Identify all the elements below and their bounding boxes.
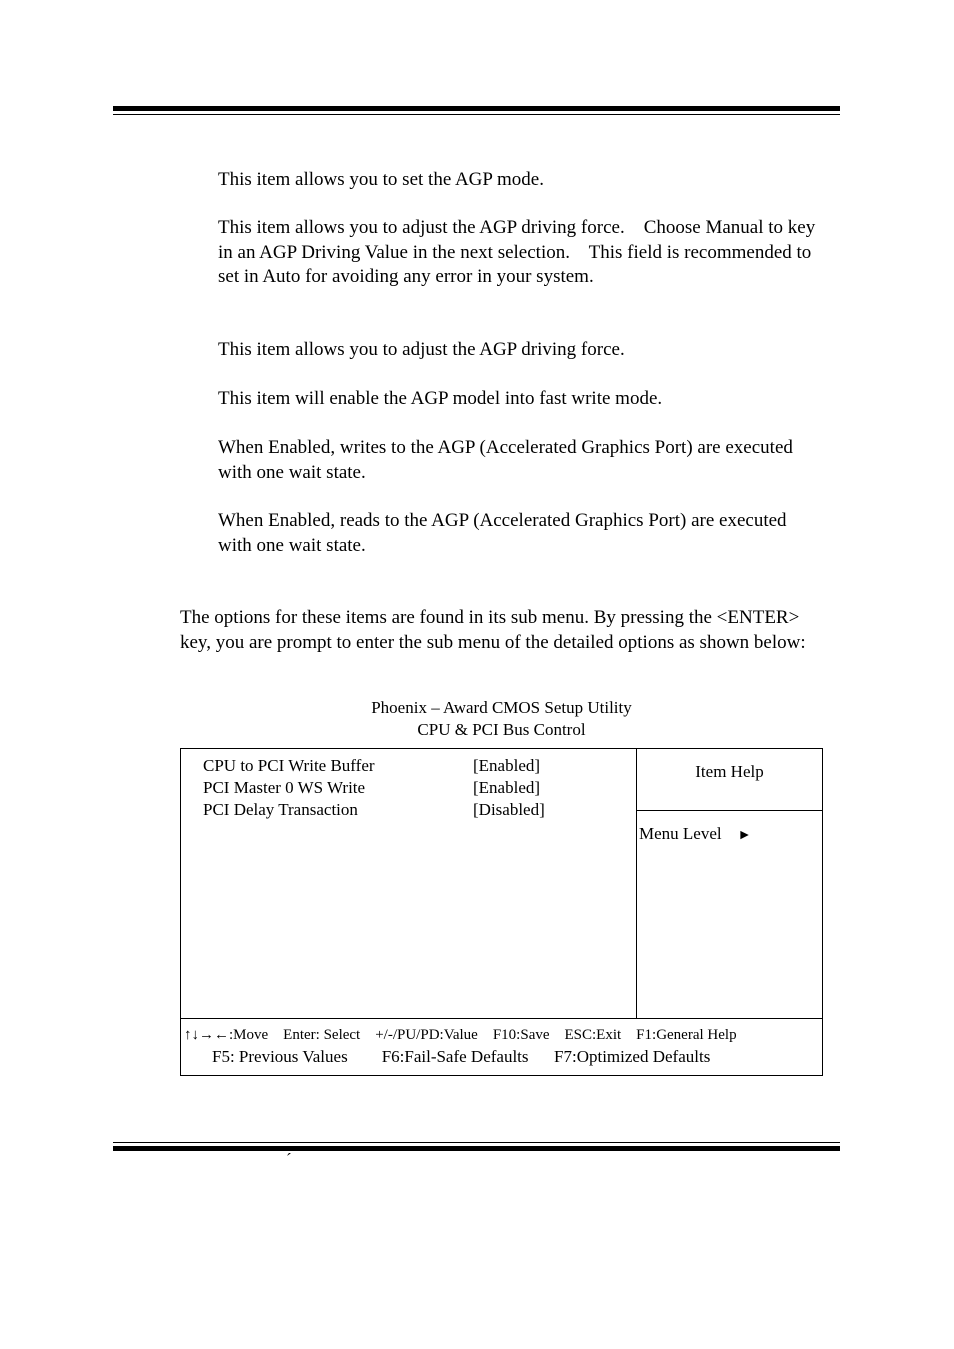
footer-rule-thick (113, 1146, 840, 1151)
item-help-title: Item Help (695, 762, 764, 781)
bios-item-name[interactable]: PCI Delay Transaction (203, 800, 358, 819)
footer-mark: ´ (286, 1150, 292, 1169)
right-triangle-icon: ► (737, 828, 752, 843)
agp-driving-value-description: This item allows you to adjust the AGP driving force. (218, 339, 625, 360)
function-keys-legend: F5: Previous Values F6:Fail-Safe Defaults F7:Optimized Defaults (212, 1047, 711, 1066)
keys-divider (181, 1018, 822, 1019)
help-divider (637, 810, 822, 811)
agp-mode-description: This item allows you to set the AGP mode. (218, 169, 544, 190)
bios-item-value[interactable]: [Disabled] (473, 800, 545, 819)
bios-setup-screen (180, 748, 823, 1076)
agp-fast-write-description: This item will enable the AGP model into fast write mode. (218, 388, 663, 409)
bios-item-value[interactable]: [Enabled] (473, 778, 541, 797)
menu-level-label: Menu Level (639, 824, 722, 843)
bios-item-value[interactable]: [Enabled] (473, 756, 541, 775)
menu-level (639, 823, 751, 847)
bios-title: Phoenix – Award CMOS Setup Utility (371, 698, 632, 717)
navigation-keys-legend: ↑↓→←:Move Enter: Select +/-/PU/PD:Value F10:Save ESC:Exit F1:General Help (184, 1027, 737, 1043)
agp-master-write-description: When Enabled, writes to the AGP (Accelerated Graphics Port) are executed with one wait state. (218, 437, 793, 483)
footer-rule-thin (113, 1142, 840, 1143)
agp-master-read-description: When Enabled, reads to the AGP (Accelerated Graphics Port) are executed with one wait state. (218, 510, 787, 556)
bios-item-name[interactable]: CPU to PCI Write Buffer (203, 756, 375, 775)
submenu-intro: The options for these items are found in its sub menu. By pressing the <ENTER> key, you are prompt to enter the sub menu of the detailed options as shown below: (180, 607, 806, 653)
header-rule-thin (113, 114, 840, 115)
bios-subtitle: CPU & PCI Bus Control (417, 720, 586, 739)
header-rule-thick (113, 106, 840, 111)
agp-driving-control-description: This item allows you to adjust the AGP driving force. Choose Manual to key in an AGP Driving Value in the next selection. This field is recommended to set in Auto for avoiding any error in your system. (218, 217, 816, 287)
bios-item-name[interactable]: PCI Master 0 WS Write (203, 778, 366, 797)
